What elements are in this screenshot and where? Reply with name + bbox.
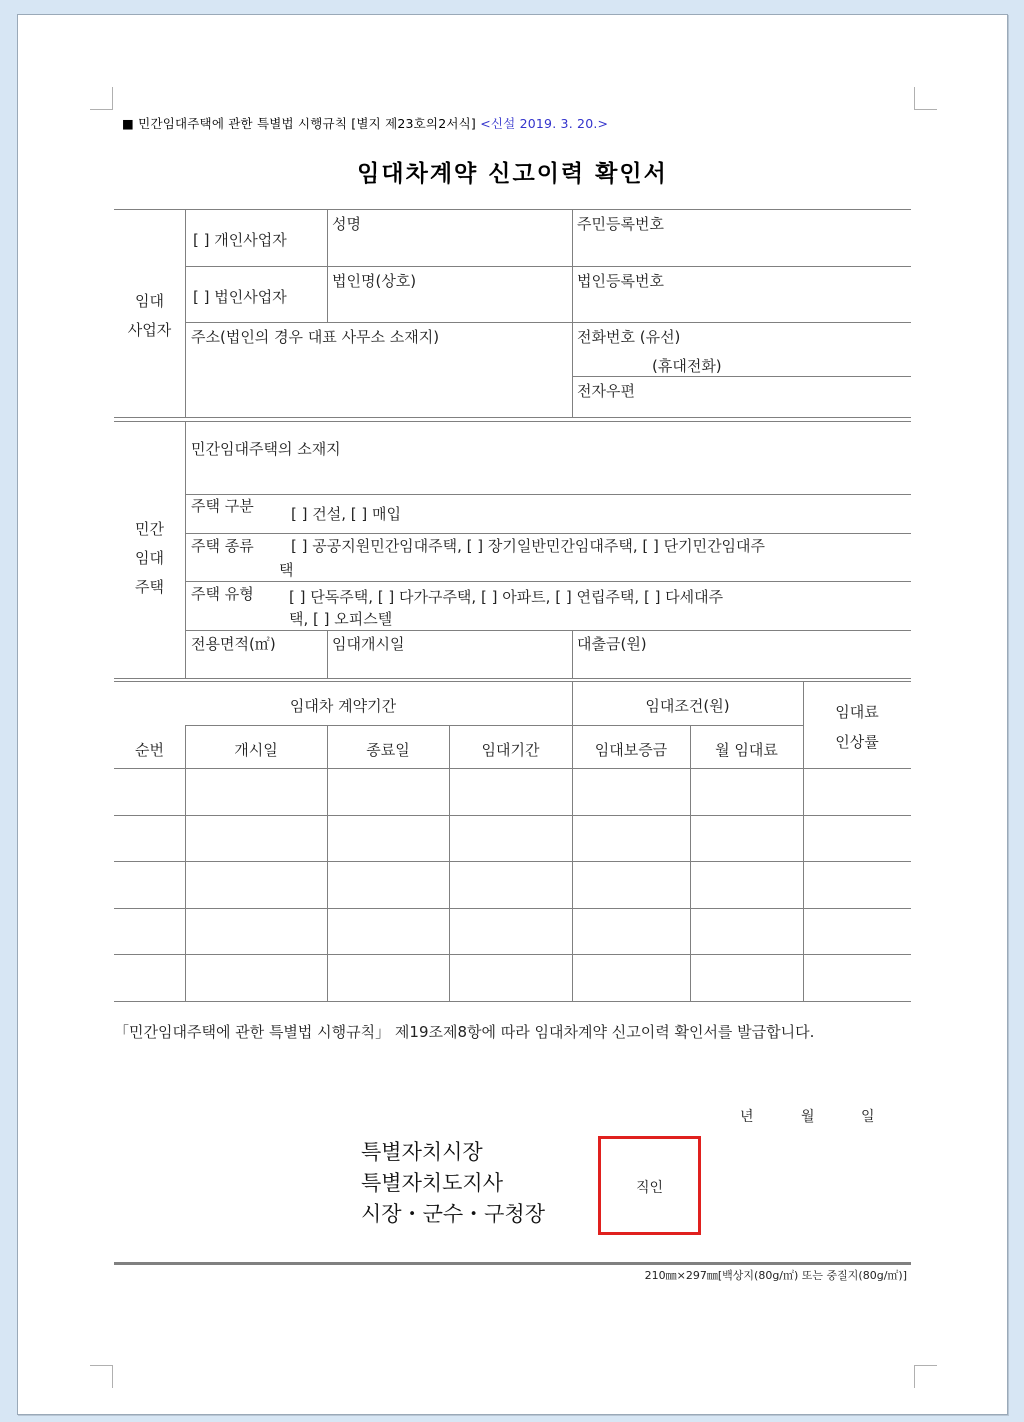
rule (572, 681, 573, 1001)
rule (185, 581, 911, 582)
col-header-start: 개시일 (234, 741, 278, 759)
lease-start-label: 임대개시일 (332, 635, 405, 653)
rule (185, 494, 911, 495)
rule (114, 861, 911, 862)
rule (185, 725, 803, 726)
official-seal-box (598, 1136, 701, 1235)
crop-mark-top-right (914, 87, 937, 110)
rule (185, 266, 911, 267)
housing-type-label: 주택 유형 (191, 585, 254, 603)
col-header-monthly-rent: 월 임대료 (715, 741, 778, 759)
address-label: 주소(법인의 경우 대표 사무소 소재지) (191, 328, 440, 346)
authority-line-1: 특별자치시장 (361, 1140, 483, 1164)
exclusive-area-label: 전용면적(㎡) (191, 635, 276, 653)
rule (114, 681, 911, 682)
rule (185, 322, 911, 323)
housing-kind-options-wrap: 택 (279, 561, 294, 579)
date-day-label: 일 (861, 1109, 875, 1125)
col-header-period: 임대기간 (481, 741, 540, 759)
issuance-statement: 「민간임대주택에 관한 특별법 시행규칙」 제19조제8항에 따라 임대차계약 신고이력 확인서를 발급합니다. (114, 1023, 815, 1041)
rule (327, 725, 328, 1001)
date-year-label: 년 (740, 1109, 754, 1125)
rule (449, 725, 450, 1001)
individual-business-checkbox[interactable]: [ ] 개인사업자 (193, 231, 287, 249)
lessor-section-label: 임대 사업자 (127, 292, 172, 339)
phone-mobile-label: (휴대전화) (652, 357, 722, 375)
rule (327, 630, 328, 678)
document-page (17, 14, 1008, 1415)
revision-note: <신설 2019. 3. 20.> (480, 116, 609, 131)
issuing-authority (361, 1137, 545, 1230)
crop-mark-bottom-left (90, 1365, 113, 1388)
crop-mark-bottom-right (914, 1365, 937, 1388)
rule (572, 209, 573, 417)
rule (114, 908, 911, 909)
crop-mark-top-left (90, 87, 113, 110)
housing-location-label: 민간임대주택의 소재지 (191, 440, 341, 458)
rule (572, 376, 911, 377)
authority-line-2: 특별자치도지사 (361, 1171, 504, 1195)
rule (185, 209, 186, 417)
rule (114, 1001, 911, 1002)
rule (185, 533, 911, 534)
rule (114, 768, 911, 769)
date-month-label: 월 (801, 1109, 815, 1125)
rule (114, 209, 911, 210)
form-table (114, 209, 911, 1282)
corporate-name-label: 법인명(상호) (332, 272, 417, 290)
authority-line-3: 시장・군수・구청장 (361, 1202, 546, 1226)
document-title: 임대차계약 신고이력 확인서 (357, 161, 668, 187)
rule (690, 725, 691, 1001)
rule (114, 815, 911, 816)
rule (185, 725, 186, 1001)
col-header-end: 종료일 (366, 741, 410, 759)
seal-label: 직인 (635, 1180, 664, 1196)
housing-category-label: 주택 구분 (191, 497, 254, 515)
loan-amount-label: 대출금(원) (577, 635, 647, 653)
footer-rule (114, 1262, 911, 1265)
rule (572, 630, 573, 678)
rule (114, 954, 911, 955)
contract-period-header: 임대차 계약기간 (289, 697, 397, 715)
corporate-business-checkbox[interactable]: [ ] 법인사업자 (193, 288, 287, 306)
housing-type-options[interactable]: [ ] 단독주택, [ ] 다가구주택, [ ] 아파트, [ ] 연립주택, [ ] 다세대주 (289, 588, 724, 606)
rent-increase-header: 임대료 인상률 (835, 703, 879, 751)
lease-conditions-header: 임대조건(원) (645, 697, 730, 715)
paper-spec: 210㎜×297㎜[백상지(80g/㎡) 또는 중질지(80g/㎡)] (644, 1269, 907, 1282)
housing-kind-options[interactable]: [ ] 공공지원민간임대주택, [ ] 장기일반민간임대주택, [ ] 단기민간임대주 (291, 537, 766, 555)
housing-type-options-wrap[interactable]: 택, [ ] 오피스텔 (289, 610, 393, 628)
rule (185, 421, 186, 678)
col-header-deposit: 임대보증금 (594, 741, 668, 759)
housing-kind-label: 주택 종류 (191, 537, 254, 555)
rule (114, 421, 911, 422)
rule (114, 678, 911, 679)
phone-wired-label: 전화번호 (유선) (577, 328, 681, 346)
corporate-reg-number-label: 법인등록번호 (577, 272, 664, 290)
rule (327, 209, 328, 322)
rule (114, 417, 911, 418)
rule (185, 630, 911, 631)
resident-number-label: 주민등록번호 (577, 215, 664, 233)
housing-category-options[interactable]: [ ] 건설, [ ] 매입 (291, 505, 401, 523)
regulation-header (122, 114, 608, 132)
col-header-seq: 순번 (135, 741, 164, 759)
email-label: 전자우편 (577, 382, 635, 400)
regulation-text: ■ 민간임대주택에 관한 특별법 시행규칙 [별지 제23호의2서식] (122, 116, 476, 131)
housing-section-label: 민간 임대 주택 (135, 520, 164, 596)
name-label: 성명 (332, 215, 361, 233)
